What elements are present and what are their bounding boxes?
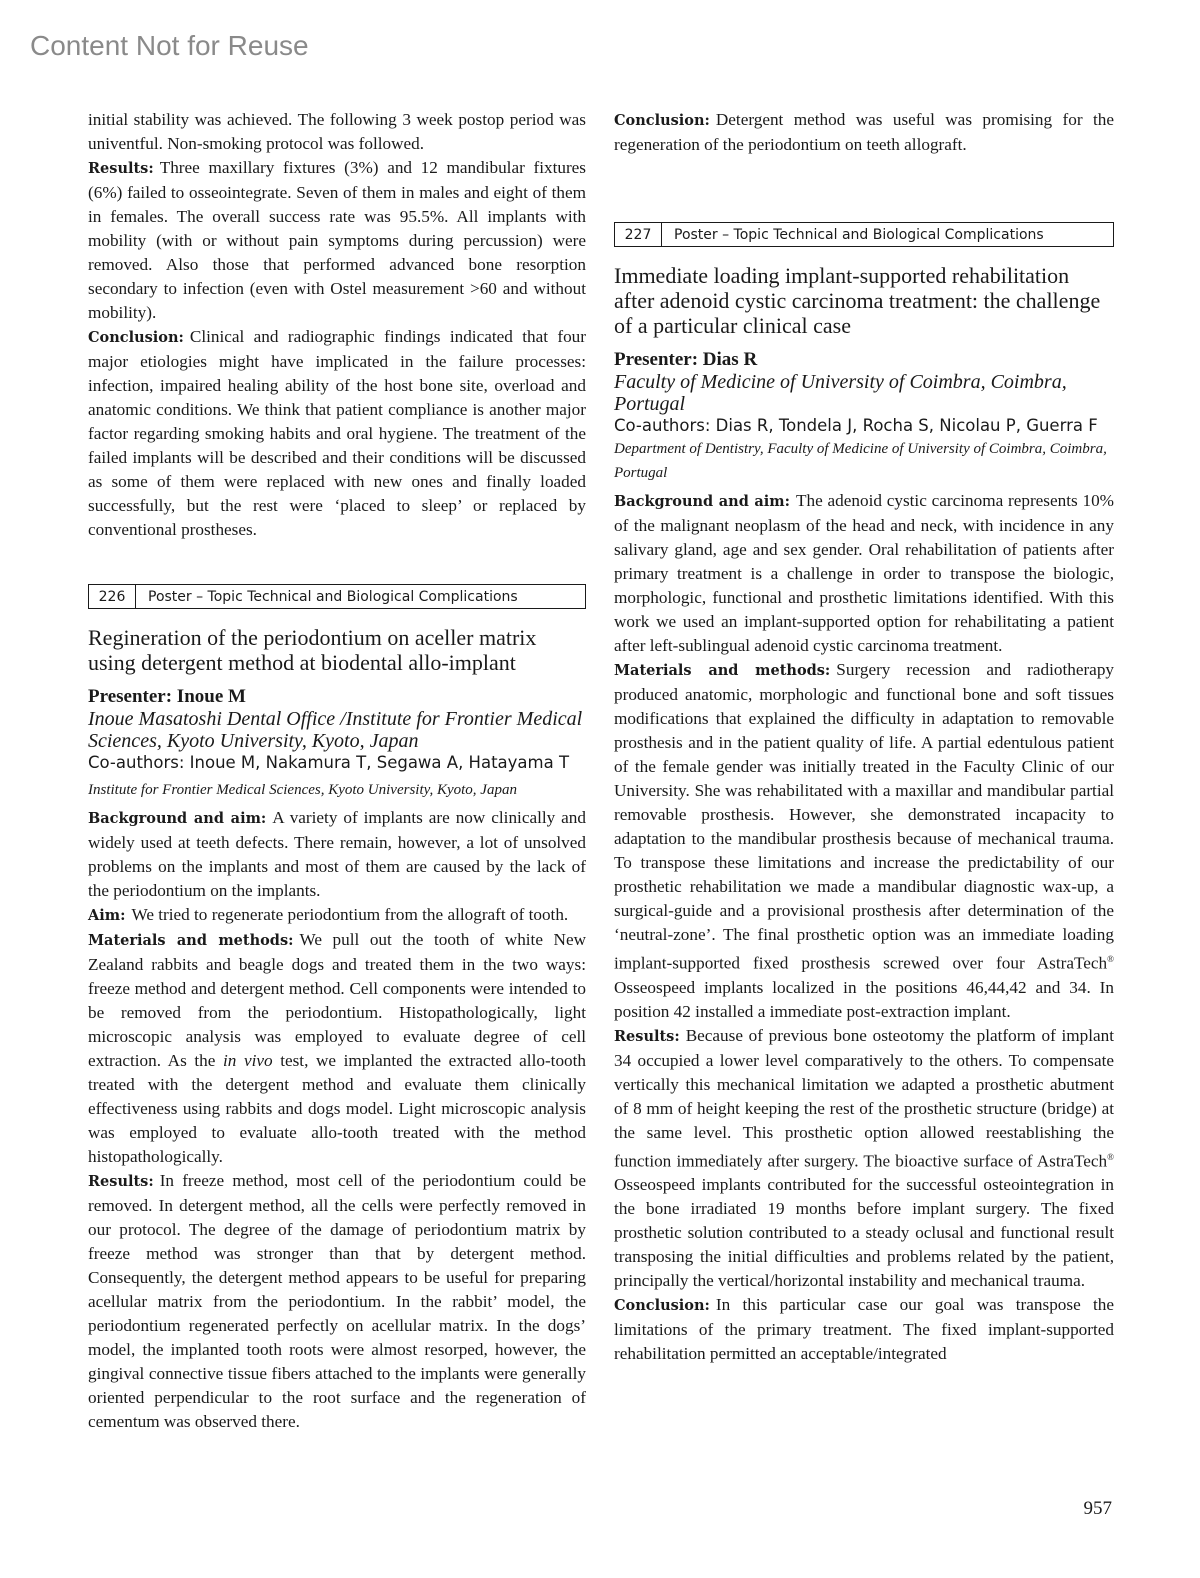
presenter-affiliation: Inoue Masatoshi Dental Office /Institute for Frontier Medical Sciences, Kyoto University, Kyoto, Japan (88, 708, 583, 752)
coauthors: Co-authors: Inoue M, Nakamura T, Segawa A, Hatayama T (88, 753, 570, 772)
results-text: Three maxillary fixtures (3%) and 12 mandibular fixtures (6%) failed to osseointegrate. Seven of them in males and eight of them in females. The overall success rate was 95.5%. All implants with mobility (with or without pain symptoms during percussion) were removed. Also those that performed advanced bone resorption secondary to infection (even with Ostel measurement >60 and without mobility). (88, 158, 586, 322)
right-column (614, 108, 1114, 1366)
poster-header-227 (614, 222, 1114, 247)
poster-topic: Poster – Topic Technical and Biological Complications (674, 226, 1044, 243)
abstract-title-227: Immediate loading implant-supported rehabilitation after adenoid cystic carcinoma treatment: the challenge of a particular clinical case (614, 263, 1101, 338)
conclusion-label: Conclusion: (614, 112, 710, 129)
results-text-2: Osseospeed implants contributed for the successful osteointegration in the bone irradiated 19 months before implant surgery. The fixed prosthetic solution contributed to a steady oclusal and functional result transposing the initial difficulties and problems related by the patient, principally the vertical/horizontal instability and mechanical trauma. (614, 1175, 1114, 1291)
abstract-title-226: Regineration of the periodontium on aceller matrix using detergent method at biodental allo-implant (88, 625, 537, 675)
methods-paragraph (88, 928, 586, 1169)
methods-text-1: We pull out the tooth of white New Zealand rabbits and beagle dogs and treated them in the two ways: freeze method and detergent method. Cell components were intended to be removed from the periodontium. Histopathologically, light microscopic analysis was employed to evaluate degree of cell extraction. As the (88, 930, 586, 1070)
background-paragraph (614, 489, 1114, 658)
page-number: 957 (1083, 1498, 1112, 1519)
methods-text-1: Surgery recession and radiotherapy produced anatomic, morphologic and functional bone and soft tissues modifications that explained the difficulty in adaptation to removable prosthesis and in the patient quality of life. A partial edentulous patient of the female gender was initially treated in the Faculty Clinic of our University. She was rehabilitated with a maxillar and mandibular partial removable prosthesis. However, she demonstrated incapacity to adaptation to the mandibular prosthesis because of mechanical trauma. To transpose these limitations and increase the predictability of our prosthetic rehabilitation we made a mandibular diagnostic wax-up, a surgical-guide and a provisional prosthesis after determination of the ‘neutral-zone’. The final prosthetic option was an immediate loading implant-supported fixed prosthesis screwed over four AstraTech (614, 660, 1115, 973)
presenter: Presenter: Dias R (614, 349, 758, 370)
results-label: Results: (88, 1173, 154, 1190)
background-label: Background and aim: (88, 810, 267, 827)
results-label: Results: (614, 1027, 680, 1045)
background-text: The adenoid cystic carcinoma represents 10% of the malignant neoplasm of the head and neck, with incidence in any salivary gland, age and sex gender. Oral rehabilitation of patients after primary treatment is a challenge in order to transpose the biologic, morphologic, functional and prosthetic limitations identified. With this work we used an implant-supported option for rehabilitating a patient after left-sublingual adenoid cystic carcinoma treatment. (614, 491, 1114, 655)
background-text: A variety of implants are now clinically and widely used at teeth defects. There remain, however, a lot of unsolved problems on the implants and most of them are caused by the lack of the periodontium on the implants. (88, 808, 586, 900)
left-column (88, 108, 586, 1434)
methods-italic: in vivo (223, 1051, 273, 1070)
background-label: Background and aim: (614, 493, 790, 510)
aim-text: We tried to regenerate periodontium from the allograft of tooth. (131, 905, 569, 924)
conclusion-label: Conclusion: (88, 329, 184, 346)
conclusion-226 (614, 108, 1114, 157)
registered-mark: ® (1107, 1151, 1114, 1162)
conclusion-label: Conclusion: (614, 1297, 710, 1315)
background-paragraph (88, 806, 586, 903)
presenter-affiliation: Faculty of Medicine of University of Coimbra, Coimbra, Portugal (614, 371, 1067, 415)
coauthors: Co-authors: Dias R, Tondela J, Rocha S, Nicolau P, Guerra F (614, 416, 1098, 435)
poster-number: 227 (615, 223, 662, 246)
department: Institute for Frontier Medical Sciences, Kyoto University, Kyoto, Japan (88, 782, 517, 798)
poster-topic: Poster – Topic Technical and Biological Complications (148, 588, 518, 605)
conclusion-text: Detergent method was useful was promising for the regeneration of the periodontium on teeth allograft. (614, 110, 1114, 154)
poster-header-226 (88, 584, 586, 609)
results-text-1: Because of previous bone osteotomy the platform of implant 34 occupied a lower level comparatively to the others. To compensate vertically this mechanical limitation we adapted a prosthetic abutment of 8 mm of height keeping the rest of the prosthetic structure (bridge) at the same level. This prosthetic option allowed reestablishing the function immediately after surgery. The bioactive surface of AstraTech (614, 1025, 1114, 1171)
department: Department of Dentistry, Faculty of Medicine of University of Coimbra, Coimbra, Portugal (614, 441, 1107, 481)
conclusion-text: Clinical and radiographic findings indicated that four major etiologies might have implicated in the failure processes: infection, impaired healing ability of the host bone site, overload and anatomic conditions. We think that patient compliance is another major factor regarding smoking habits and oral hygiene. The treatment of the failed implants will be described and their conditions will be discussed as some of them were replaced with new ones and finally loaded successfully, but the rest were ‘placed to sleep’ or replaced by conventional prostheses. (88, 327, 586, 539)
methods-text-2: Osseospeed implants localized in the positions 46,44,42 and 34. In position 42 installed a immediate post-extraction implant. (614, 977, 1114, 1021)
continued-abstract-results (88, 156, 586, 325)
presenter: Presenter: Inoue M (88, 686, 246, 707)
conclusion-paragraph (614, 1293, 1114, 1366)
methods-text-2: test, we implanted the extracted allo-tooth treated with the detergent method and evaluate them clinically effectiveness using rabbits and dogs model. Light microscopic analysis was employed to evaluate allo-tooth treated with the method histopathologically. (88, 1051, 586, 1166)
continued-abstract-conclusion (88, 325, 586, 542)
results-paragraph (614, 1024, 1114, 1294)
aim-paragraph (88, 903, 586, 928)
methods-label: Materials and methods: (614, 662, 831, 679)
continued-abstract-intro: initial stability was achieved. The following 3 week postop period was univentful. Non-smoking protocol was followed. (88, 110, 586, 153)
results-text: In freeze method, most cell of the periodontium could be removed. In detergent method, all the cells were perfectly removed in our protocol. The degree of the damage of periodontium matrix by freeze method was stronger than that by detergent method. Consequently, the detergent method appears to be useful for preparing acellular matrix from the periodontium. In the rabbit’ model, the periodontium regenerated perfectly on acellular matrix. In the dogs’ model, the implanted tooth roots were almost resorped, however, the gingival connective tissue fibers attached to the implants were generally oriented perpendicular to the root surface and the regeneration of cementum was observed there. (88, 1171, 586, 1431)
watermark: Content Not for Reuse (30, 30, 309, 61)
registered-mark: ® (1107, 954, 1114, 964)
results-paragraph (88, 1169, 586, 1434)
methods-label: Materials and methods: (88, 932, 294, 949)
conclusion-text: In this particular case our goal was transpose the limitations of the primary treatment. The fixed implant-supported rehabilitation permitted an acceptable/integrated (614, 1295, 1114, 1364)
poster-number: 226 (89, 585, 136, 608)
results-label: Results: (88, 160, 154, 177)
methods-paragraph (614, 658, 1114, 1024)
aim-label: Aim: (88, 907, 126, 924)
